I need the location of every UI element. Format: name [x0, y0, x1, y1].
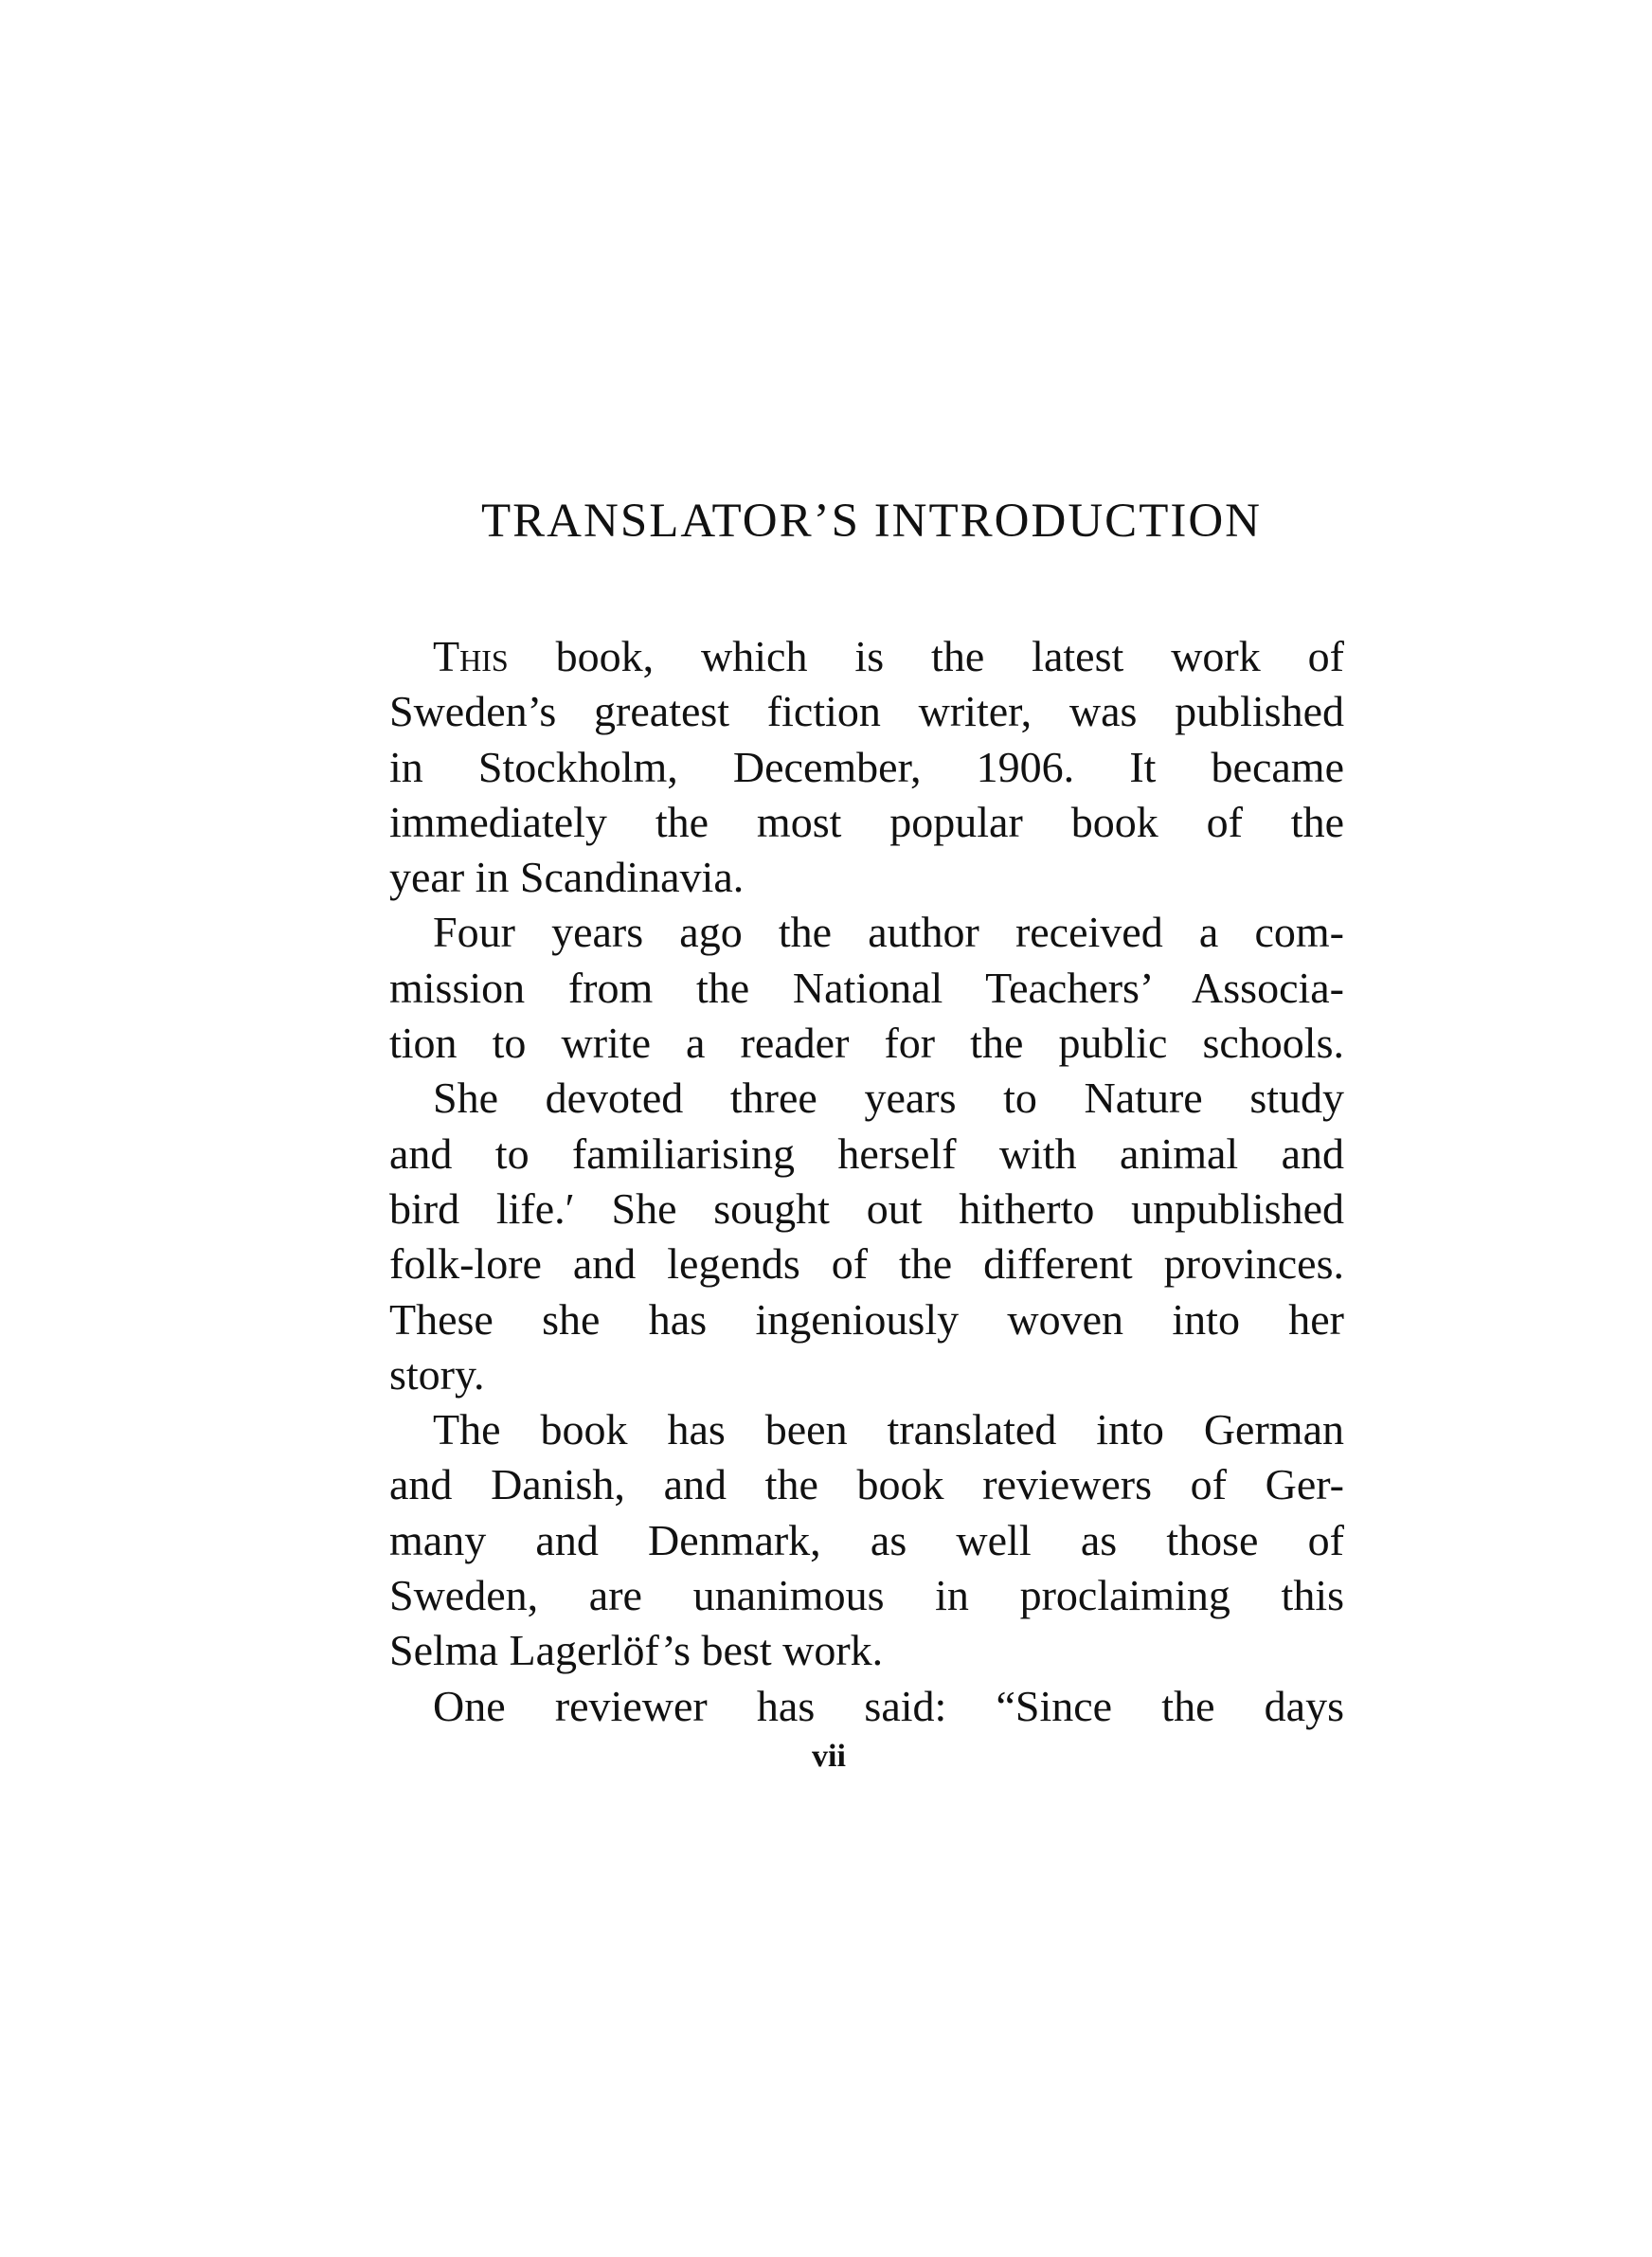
text-line: in Stockholm, December, 1906. It became: [389, 742, 1344, 791]
page-number: vii: [812, 1739, 846, 1774]
text-line: One reviewer has said: “Since the days: [433, 1681, 1344, 1730]
text-line: She devoted three years to Nature study: [433, 1074, 1344, 1123]
text-line: Selma Lagerlöf’s best work.: [389, 1626, 884, 1675]
text-line: These she has ingeniously woven into her: [389, 1294, 1344, 1344]
text-line: This book, which is the latest work of: [433, 632, 1344, 680]
body-text: [389, 629, 1344, 1734]
text-line: immediately the most popular book of the: [389, 797, 1344, 846]
text-line: and Danish, and the book reviewers of Ger-: [389, 1460, 1344, 1509]
text-line: mission from the National Teachers’ Associa-: [389, 963, 1344, 1012]
text-line: tion to write a reader for the public schools.: [389, 1019, 1344, 1068]
text-line: story.: [389, 1349, 485, 1399]
text-line: year in Scandinavia.: [389, 853, 745, 902]
chapter-heading: TRANSLATOR’S INTRODUCTION: [481, 495, 1262, 548]
text-line: Sweden, are unanimous in proclaiming this: [389, 1571, 1344, 1620]
text-line: folk-lore and legends of the different provinces.: [389, 1239, 1344, 1289]
text-line: The book has been translated into German: [433, 1405, 1344, 1454]
text-line: Four years ago the author received a com-: [433, 908, 1344, 957]
text-line: bird life.′ She sought out hitherto unpublished: [389, 1183, 1344, 1233]
opening-word: This: [433, 632, 509, 680]
text-line: many and Denmark, as well as those of: [389, 1515, 1344, 1564]
text-line: and to familiarising herself with animal and: [389, 1128, 1344, 1178]
text-line: Sweden’s greatest fiction writer, was published: [389, 687, 1344, 736]
